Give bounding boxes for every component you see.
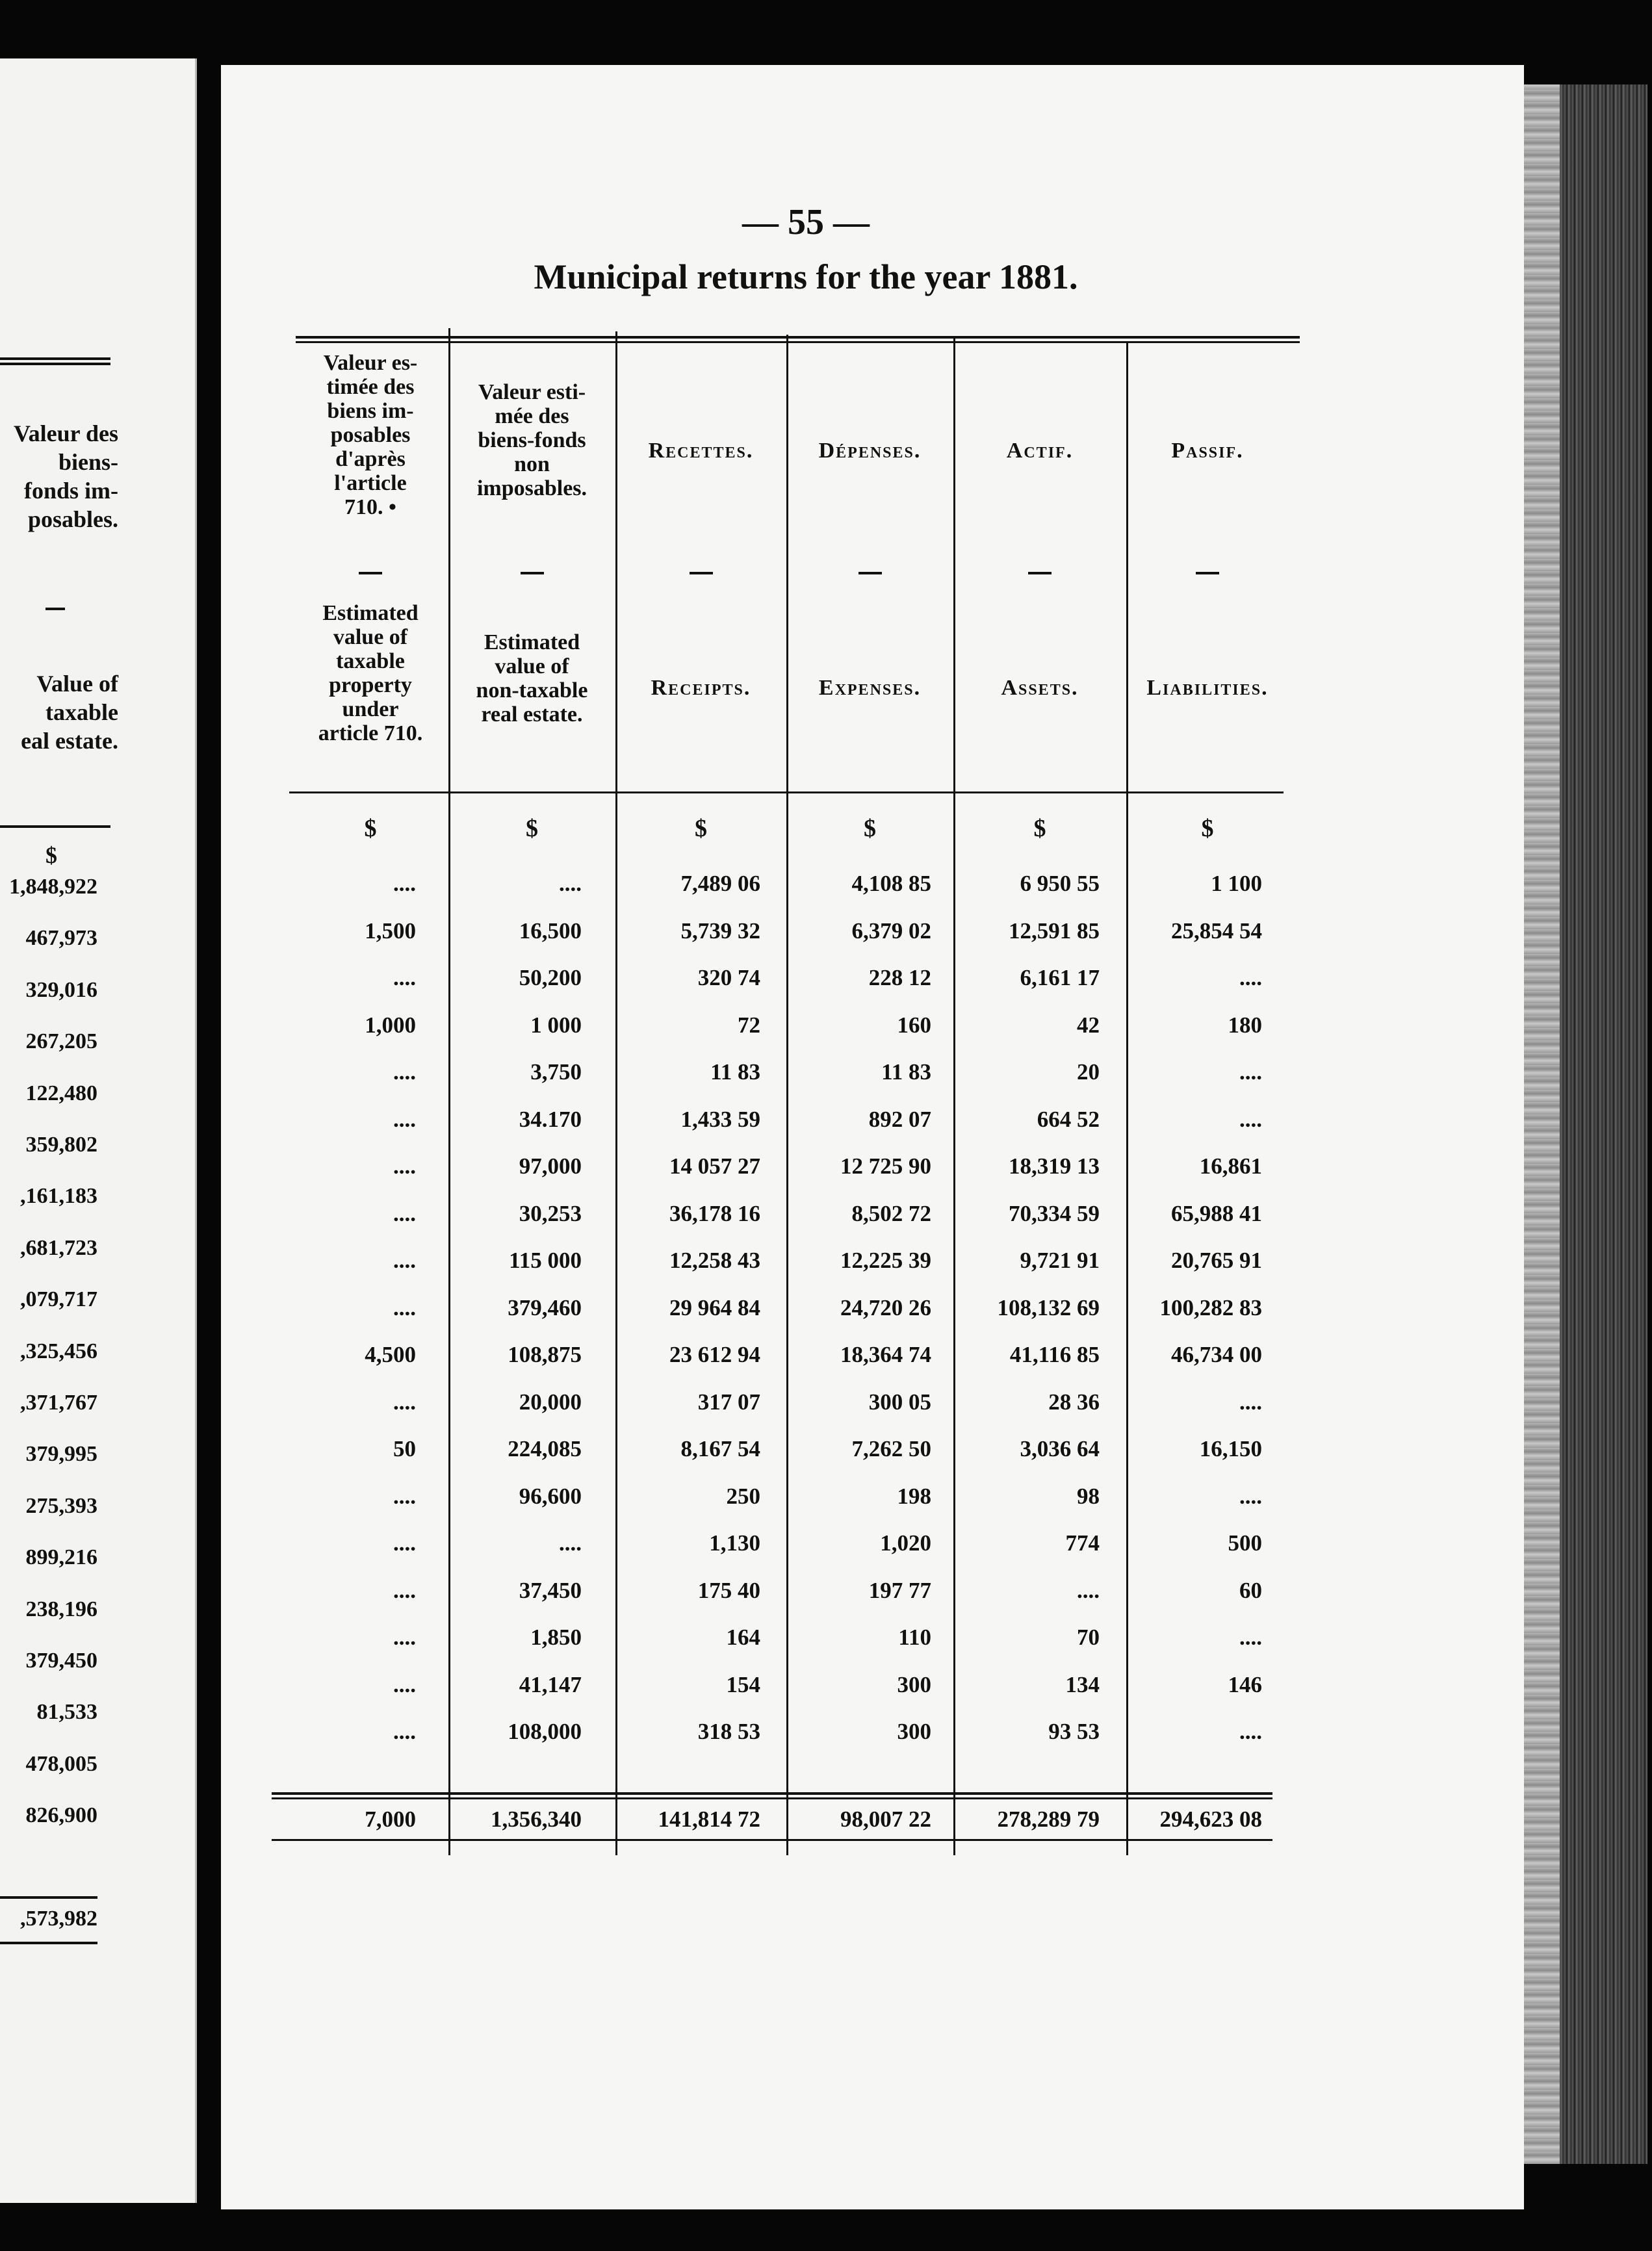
table-cell: 24,720 26 bbox=[840, 1295, 931, 1320]
table-cell: 14 057 27 bbox=[669, 1153, 760, 1179]
header-dash bbox=[690, 572, 713, 574]
table-cell: .... bbox=[1239, 1484, 1262, 1509]
table-cell: 29 964 84 bbox=[669, 1295, 760, 1320]
header-line: taxable bbox=[336, 649, 405, 673]
header-line: 710. • bbox=[344, 495, 396, 519]
table-cell: .... bbox=[1239, 965, 1262, 990]
header-line: d'après bbox=[335, 447, 406, 471]
table-cell: 1 100 bbox=[1211, 871, 1262, 896]
table-cell: .... bbox=[393, 1295, 416, 1320]
table-cell: 892 07 bbox=[868, 1107, 931, 1132]
table-cell: 46,734 00 bbox=[1171, 1342, 1262, 1367]
table-cell: 318 53 bbox=[697, 1719, 760, 1744]
header-line: Recettes. bbox=[648, 439, 754, 463]
column-header-fr bbox=[953, 439, 1126, 463]
table-cell: 180 bbox=[1228, 1012, 1262, 1038]
table-cell: 7,262 50 bbox=[851, 1436, 931, 1461]
table-cell: 108,875 bbox=[508, 1342, 582, 1367]
table-cell: 12,225 39 bbox=[840, 1248, 931, 1273]
left-page-value: 329,016 bbox=[25, 978, 97, 1002]
header-line: real estate. bbox=[481, 702, 583, 727]
table-cell: 250 bbox=[726, 1484, 760, 1509]
column-header-en bbox=[615, 676, 786, 700]
table-cell: 23 612 94 bbox=[669, 1342, 760, 1367]
table-cell: 300 05 bbox=[868, 1389, 931, 1415]
left-page-value: 359,802 bbox=[25, 1133, 97, 1157]
left-page-value: ,325,456 bbox=[20, 1339, 97, 1363]
table-cell: 70,334 59 bbox=[1009, 1201, 1100, 1226]
dollar-sign: $ bbox=[1201, 815, 1214, 842]
left-page-value: 1,848,922 bbox=[9, 875, 97, 899]
dollar-sign: $ bbox=[695, 815, 707, 842]
dollar-sign: $ bbox=[1033, 815, 1046, 842]
table-cell: 1,130 bbox=[709, 1530, 760, 1556]
header-line: Estimated bbox=[322, 601, 419, 625]
table-cell: 50,200 bbox=[519, 965, 582, 990]
header-line: Passif. bbox=[1171, 439, 1244, 463]
left-header-line: biens- bbox=[58, 449, 118, 475]
table-cell: 160 bbox=[897, 1012, 931, 1038]
table-cell: 197 77 bbox=[868, 1578, 931, 1603]
table-cell: 97,000 bbox=[519, 1153, 582, 1179]
table-cell: 28 36 bbox=[1048, 1389, 1100, 1415]
table-cell: 164 bbox=[726, 1625, 760, 1650]
header-line: Valeur esti- bbox=[478, 380, 586, 404]
table-cell: 317 07 bbox=[697, 1389, 760, 1415]
table-cell: 115 000 bbox=[509, 1248, 582, 1273]
table-cell: 6 950 55 bbox=[1020, 871, 1100, 896]
table-cell: .... bbox=[393, 1153, 416, 1179]
column-header-fr bbox=[615, 439, 786, 463]
table-cell: .... bbox=[1239, 1389, 1262, 1415]
header-line: Receipts. bbox=[651, 676, 751, 700]
left-page-value: 81,533 bbox=[36, 1700, 97, 1724]
table-cell: 50 bbox=[393, 1436, 416, 1461]
table-cell: 11 83 bbox=[710, 1059, 760, 1085]
table-cell: 25,854 54 bbox=[1171, 918, 1262, 944]
header-line: property bbox=[329, 673, 412, 697]
table-cell: 65,988 41 bbox=[1171, 1201, 1262, 1226]
table-cell: 300 bbox=[897, 1672, 931, 1697]
table-cell: .... bbox=[393, 871, 416, 896]
table-cell: .... bbox=[393, 1107, 416, 1132]
column-header-fr bbox=[448, 380, 615, 500]
table-cell: 20 bbox=[1077, 1059, 1100, 1085]
column-header-en bbox=[786, 676, 953, 700]
header-line: non-taxable bbox=[476, 678, 588, 702]
table-cell: 12,591 85 bbox=[1009, 918, 1100, 944]
table-cell: .... bbox=[393, 1672, 416, 1697]
table-cell: .... bbox=[393, 1201, 416, 1226]
left-english-line: eal estate. bbox=[21, 728, 118, 754]
table-cell: 20,000 bbox=[519, 1389, 582, 1415]
left-english-line: taxable bbox=[45, 699, 118, 725]
table-cell: 6,379 02 bbox=[851, 918, 931, 944]
header-line: Dépenses. bbox=[818, 439, 922, 463]
table-cell: 16,861 bbox=[1199, 1153, 1262, 1179]
header-line: value of bbox=[333, 625, 408, 649]
column-header-en bbox=[1126, 676, 1289, 700]
table-cell: 379,460 bbox=[508, 1295, 582, 1320]
table-cell: 1,433 59 bbox=[680, 1107, 760, 1132]
table-cell: 20,765 91 bbox=[1171, 1248, 1262, 1273]
total-cell: 98,007 22 bbox=[840, 1807, 931, 1832]
table-cell: .... bbox=[393, 1530, 416, 1556]
left-page-value: 379,995 bbox=[25, 1442, 97, 1466]
table-cell: 34.170 bbox=[519, 1107, 582, 1132]
table-cell: 134 bbox=[1065, 1672, 1100, 1697]
dollar-sign: $ bbox=[864, 815, 876, 842]
table-cell: 18,319 13 bbox=[1009, 1153, 1100, 1179]
table-cell: .... bbox=[393, 1248, 416, 1273]
header-line: under bbox=[342, 697, 399, 721]
left-page-value: 467,973 bbox=[25, 926, 97, 950]
table-cell: 96,600 bbox=[519, 1484, 582, 1509]
table-cell: 16,150 bbox=[1199, 1436, 1262, 1461]
table-cell: 154 bbox=[726, 1672, 760, 1697]
header-line: timée des bbox=[326, 375, 415, 399]
table-cell: 4,500 bbox=[365, 1342, 416, 1367]
header-line: biens-fonds bbox=[478, 428, 586, 452]
table-cell: 70 bbox=[1077, 1625, 1100, 1650]
table-cell: 60 bbox=[1239, 1578, 1262, 1603]
header-dash bbox=[1028, 572, 1052, 574]
left-page-value: 267,205 bbox=[25, 1029, 97, 1053]
table-cell: 175 40 bbox=[697, 1578, 760, 1603]
header-line: article 710. bbox=[318, 721, 423, 745]
table-cell: 93 53 bbox=[1048, 1719, 1100, 1744]
left-page-value: 478,005 bbox=[25, 1752, 97, 1776]
left-page-value: 122,480 bbox=[25, 1081, 97, 1105]
table-cell: 42 bbox=[1077, 1012, 1100, 1038]
header-line: posables bbox=[330, 423, 411, 447]
table-cell: .... bbox=[559, 871, 582, 896]
table-cell: 30,253 bbox=[519, 1201, 582, 1226]
left-page-value: 899,216 bbox=[25, 1545, 97, 1569]
table-cell: 110 bbox=[898, 1625, 931, 1650]
table-cell: 300 bbox=[897, 1719, 931, 1744]
header-line: biens im- bbox=[327, 399, 414, 423]
table-cell: 37,450 bbox=[519, 1578, 582, 1603]
table-cell: 3,750 bbox=[530, 1059, 582, 1085]
header-line: Assets. bbox=[1001, 676, 1079, 700]
left-page-value: ,079,717 bbox=[20, 1287, 97, 1311]
dollar-sign: $ bbox=[526, 815, 538, 842]
totals-top-rule bbox=[272, 1797, 1272, 1799]
table-cell: 1,500 bbox=[365, 918, 416, 944]
header-dash bbox=[521, 572, 544, 574]
total-cell: 7,000 bbox=[365, 1807, 416, 1832]
table-top-rule bbox=[296, 341, 1300, 343]
total-cell: 141,814 72 bbox=[658, 1807, 760, 1832]
header-line: Valeur es- bbox=[323, 351, 418, 375]
totals-top-rule bbox=[272, 1792, 1272, 1795]
table-cell: 500 bbox=[1228, 1530, 1262, 1556]
total-cell: 1,356,340 bbox=[491, 1807, 582, 1832]
table-cell: 1 000 bbox=[530, 1012, 582, 1038]
table-cell: .... bbox=[1239, 1107, 1262, 1132]
column-header-fr bbox=[1126, 439, 1289, 463]
table-cell: .... bbox=[393, 1484, 416, 1509]
header-line: value of bbox=[495, 654, 569, 678]
table-cell: 72 bbox=[738, 1012, 760, 1038]
left-total-value: ,573,982 bbox=[20, 1907, 97, 1931]
table-cell: .... bbox=[1239, 1059, 1262, 1085]
table-cell: 6,161 17 bbox=[1020, 965, 1100, 990]
table-cell: .... bbox=[393, 1389, 416, 1415]
header-line: mée des bbox=[495, 404, 569, 428]
table-cell: 41,147 bbox=[519, 1672, 582, 1697]
table-cell: 9,721 91 bbox=[1020, 1248, 1100, 1273]
table-cell: .... bbox=[393, 1578, 416, 1603]
table-cell: 774 bbox=[1065, 1530, 1100, 1556]
column-header-fr bbox=[786, 439, 953, 463]
page-title: Municipal returns for the year 1881. bbox=[534, 257, 1078, 296]
column-header-fr bbox=[292, 351, 448, 519]
left-page-value: ,161,183 bbox=[20, 1184, 97, 1208]
total-cell: 278,289 79 bbox=[997, 1807, 1100, 1832]
table-cell: 18,364 74 bbox=[840, 1342, 931, 1367]
left-page-value: 379,450 bbox=[25, 1649, 97, 1673]
header-line: Estimated bbox=[484, 630, 580, 654]
totals-bottom-rule bbox=[272, 1839, 1272, 1841]
table-cell: 198 bbox=[897, 1484, 931, 1509]
left-page-value: 826,900 bbox=[25, 1803, 97, 1827]
table-cell: 108,000 bbox=[508, 1719, 582, 1744]
table-cell: .... bbox=[393, 1059, 416, 1085]
table-cell: 4,108 85 bbox=[851, 871, 931, 896]
table-cell: .... bbox=[393, 965, 416, 990]
page-number: — 55 — bbox=[742, 202, 870, 242]
table-cell: 36,178 16 bbox=[669, 1201, 760, 1226]
table-cell: 224,085 bbox=[508, 1436, 582, 1461]
dollar-sign: $ bbox=[364, 815, 377, 842]
left-dollar-sign: $ bbox=[45, 842, 57, 868]
header-line: non bbox=[514, 452, 550, 476]
table-cell: 664 52 bbox=[1037, 1107, 1100, 1132]
table-cell: 7,489 06 bbox=[680, 871, 760, 896]
left-page-value: ,681,723 bbox=[20, 1236, 97, 1260]
table-cell: 98 bbox=[1077, 1484, 1100, 1509]
table-cell: 8,167 54 bbox=[680, 1436, 760, 1461]
table-cell: 5,739 32 bbox=[680, 918, 760, 944]
total-cell: 294,623 08 bbox=[1159, 1807, 1262, 1832]
table-cell: 3,036 64 bbox=[1020, 1436, 1100, 1461]
header-dash bbox=[1196, 572, 1219, 574]
left-page-value: ,371,767 bbox=[20, 1391, 97, 1415]
table-top-rule bbox=[296, 336, 1300, 339]
table-cell: 228 12 bbox=[868, 965, 931, 990]
table-cell: 1,850 bbox=[530, 1625, 582, 1650]
left-header-line: posables. bbox=[27, 506, 118, 532]
table-cell: 12,258 43 bbox=[669, 1248, 760, 1273]
table-cell: 1,000 bbox=[365, 1012, 416, 1038]
table-cell: .... bbox=[1239, 1719, 1262, 1744]
table-cell: 320 74 bbox=[697, 965, 760, 990]
column-header-en bbox=[953, 676, 1126, 700]
table-cell: .... bbox=[393, 1719, 416, 1744]
header-line: Actif. bbox=[1006, 439, 1074, 463]
table-cell: 146 bbox=[1228, 1672, 1262, 1697]
table-cell: .... bbox=[1239, 1625, 1262, 1650]
table-cell: 8,502 72 bbox=[851, 1201, 931, 1226]
header-line: Expenses. bbox=[818, 676, 922, 700]
table-cell: 16,500 bbox=[519, 918, 582, 944]
table-cell: 41,116 85 bbox=[1009, 1342, 1100, 1367]
header-line: Liabilities. bbox=[1146, 676, 1269, 700]
left-page-value: 238,196 bbox=[25, 1597, 97, 1621]
left-header-line: Valeur des bbox=[13, 420, 118, 446]
table-cell: 108,132 69 bbox=[997, 1295, 1100, 1320]
column-header-en bbox=[448, 630, 615, 727]
left-english-line: Value of bbox=[36, 671, 118, 697]
header-dash bbox=[359, 572, 382, 574]
header-line: l'article bbox=[334, 471, 407, 495]
header-dash bbox=[858, 572, 882, 574]
table-cell: 1,020 bbox=[880, 1530, 931, 1556]
table-cell: 100,282 83 bbox=[1159, 1295, 1262, 1320]
left-page-value: 275,393 bbox=[25, 1494, 97, 1518]
left-header-line: fonds im- bbox=[23, 478, 118, 504]
table-cell: 11 83 bbox=[881, 1059, 931, 1085]
table-cell: .... bbox=[1077, 1578, 1100, 1603]
table-cell: 12 725 90 bbox=[840, 1153, 931, 1179]
header-line: imposables. bbox=[476, 476, 587, 500]
table-cell: .... bbox=[559, 1530, 582, 1556]
column-header-en bbox=[292, 601, 448, 745]
table-cell: .... bbox=[393, 1625, 416, 1650]
